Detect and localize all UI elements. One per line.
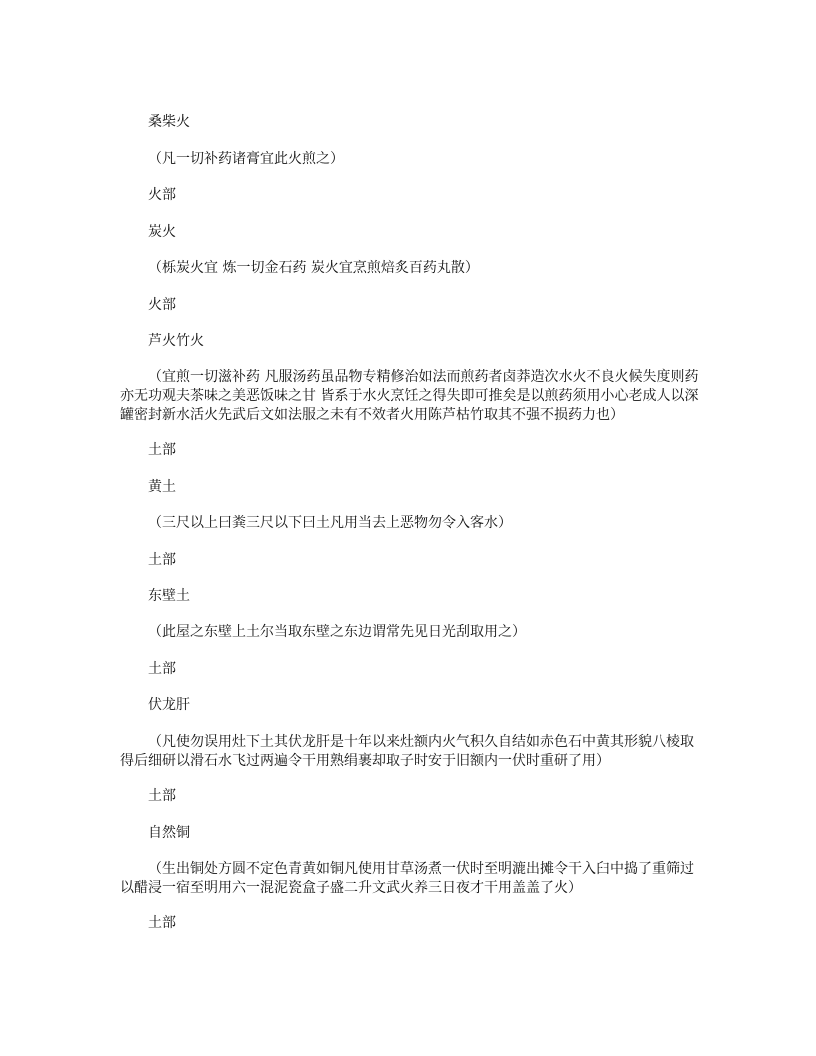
- entry-title-huangtu: 黄土: [148, 479, 176, 495]
- entry-note: （凡使勿误用灶下土其伏龙肝是十年以来灶额内火气积久自结如赤色石中黄其形貌八棱取得后细研以滑石水飞过两遍令干用熟绢裹却取子时安于旧额内一伏时重研了用）: [120, 734, 694, 769]
- entry-note: （此屋之东壁上土尔当取东壁之东边谓常先见日光刮取用之）: [148, 624, 526, 640]
- entry-note: （三尺以上曰粪三尺以下曰土凡用当去上恶物勿令入客水）: [148, 515, 512, 531]
- section-label: 土部: [148, 552, 176, 568]
- entry-note: （生出铜处方圆不定色青黄如铜凡使用甘草汤煮一伏时至明漉出摊令干入臼中捣了重筛过以醋浸一宿至明用六一混泥瓷盒子盛二升文武火养三日夜才干用盖盖了火）: [120, 861, 694, 896]
- section-label: 火部: [148, 187, 176, 203]
- section-label: 土部: [148, 915, 176, 931]
- section-label: 土部: [148, 788, 176, 804]
- entry-note: （栎炭火宜 炼一切金石药 炭火宜烹煎焙炙百药丸散）: [148, 260, 479, 276]
- entry-note: （凡一切补药诸膏宜此火煎之）: [148, 151, 344, 167]
- section-label: 土部: [148, 442, 176, 458]
- section-label: 火部: [148, 297, 176, 313]
- entry-title-fulonggan: 伏龙肝: [148, 697, 190, 713]
- entry-title-tanhuo: 炭火: [148, 224, 176, 240]
- entry-title-ziranton: 自然铜: [148, 825, 190, 841]
- entry-title-sangchaihuo: 桑柴火: [148, 114, 190, 130]
- section-label: 土部: [148, 661, 176, 677]
- entry-title-dongbitu: 东壁土: [148, 588, 190, 604]
- entry-title-luhuo-zhuhuo: 芦火竹火: [148, 333, 204, 349]
- entry-note: （宜煎一切滋补药 凡服汤药虽品物专精修治如法而煎药者卤莽造次水火不良火候失度则药亦无功观夫茶味之美恶饭味之甘 皆系于水火烹饪之得失即可推矣是以煎药须用小心老成人以深罐密封新水活火先武后文如法服之未有不效者火用陈芦枯竹取其不强不损药力也）: [120, 369, 699, 423]
